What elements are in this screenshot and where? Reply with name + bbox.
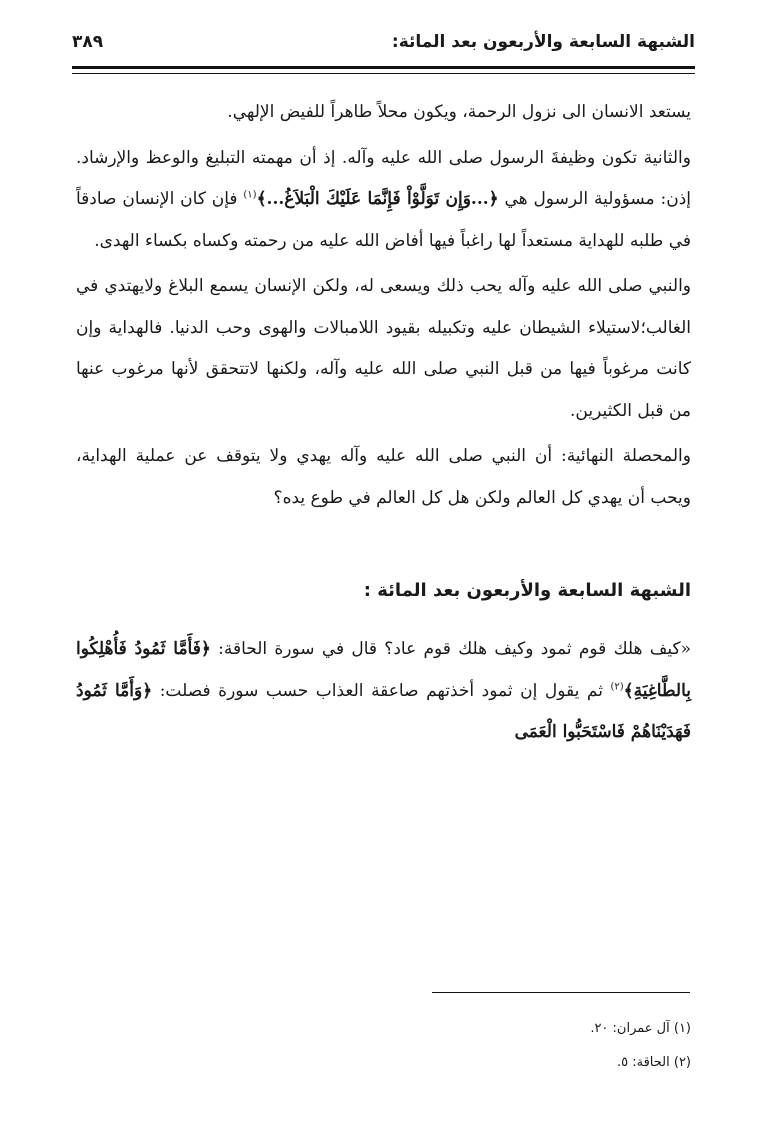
paragraph-2-text-a: والثانية تكون وظيفةَ الرسول صلى الله عليه وآله. إذ أن مهمته التبليغ والوعظ والإرشاد. إذن: مسؤولية الرسول هي	[76, 147, 691, 209]
section-heading: الشبهة السابعة والأربعون بعد المائة :	[363, 580, 691, 601]
paragraph-2	[76, 138, 691, 263]
paragraph-2-text-b: فإن كان الإنسان صادقاً في طلبه للهداية مستعداً لها راغباً فيها أفاض الله عليه من رحمته وكساه بكساء الهدى.	[76, 189, 691, 251]
header-rule-thin	[72, 73, 695, 74]
running-title: الشبهة السابعة والأربعون بعد المائة:	[391, 32, 695, 52]
page-number: ٣٨٩	[72, 32, 104, 52]
paragraph-5-text-b: ثم يقول إن ثمود أخذتهم صاعقة العذاب حسب سورة فصلت:	[159, 680, 603, 701]
footnotes	[590, 1012, 691, 1080]
footnote-ref-2: (٢)	[610, 680, 624, 692]
quran-verse-2: ﴿فَأَمَّا ثَمُودُ فَأُهْلِكُوا بِالطَّاغِيَةِ﴾	[76, 639, 691, 701]
paragraph-1: يستعد الانسان الى نزول الرحمة، ويكون محلاً طاهراً للفيض الإلهي.	[227, 102, 691, 122]
quran-verse-3: ﴿وَأَمَّا ثَمُودُ فَهَدَيْنَاهُمْ فَاسْتَحَبُّوا الْعَمَى	[76, 680, 691, 742]
main-text	[76, 92, 691, 758]
paragraph-3: والنبي صلى الله عليه وآله يحب ذلك ويسعى له، ولكن الإنسان يسمع البلاغ ولايهتدي في الغالب؛لاستيلاء الشيطان عليه وتكبيله بقيود اللامبالات والهوى وحب الدنيا. فالهداية وإن كانت مرغوباً فيها من قبل النبي صلى الله عليه وآله، ولكنها لاتتحقق لأنها مرغوب عنها من قبل الكثيرين.	[76, 276, 691, 421]
footnote-ref-1: (١)	[243, 189, 257, 201]
running-header	[72, 30, 695, 64]
paragraph-4: والمحصلة النهائية: أن النبي صلى الله عليه وآله يهدي ولا يتوقف عن عملية الهداية، ويحب أن يهدي كل العالم ولكن هل كل العالم في طوع يده؟	[76, 446, 691, 508]
footnote-2: (٢) الحاقة: ٥.	[616, 1055, 691, 1070]
paragraph-5	[76, 629, 691, 754]
quran-verse-1: ﴿...وَإِن تَوَلَّوْاْ فَإِنَّمَا عَلَيْكَ الْبَلاَغُ...﴾	[256, 189, 499, 209]
footnote-1: (١) آل عمران: ٢٠.	[590, 1021, 691, 1036]
footnote-separator	[432, 992, 690, 993]
header-rule-thick	[72, 66, 695, 69]
paragraph-5-text-a: «كيف هلك قوم ثمود وكيف هلك قوم عاد؟ قال في سورة الحاقة:	[218, 639, 691, 659]
